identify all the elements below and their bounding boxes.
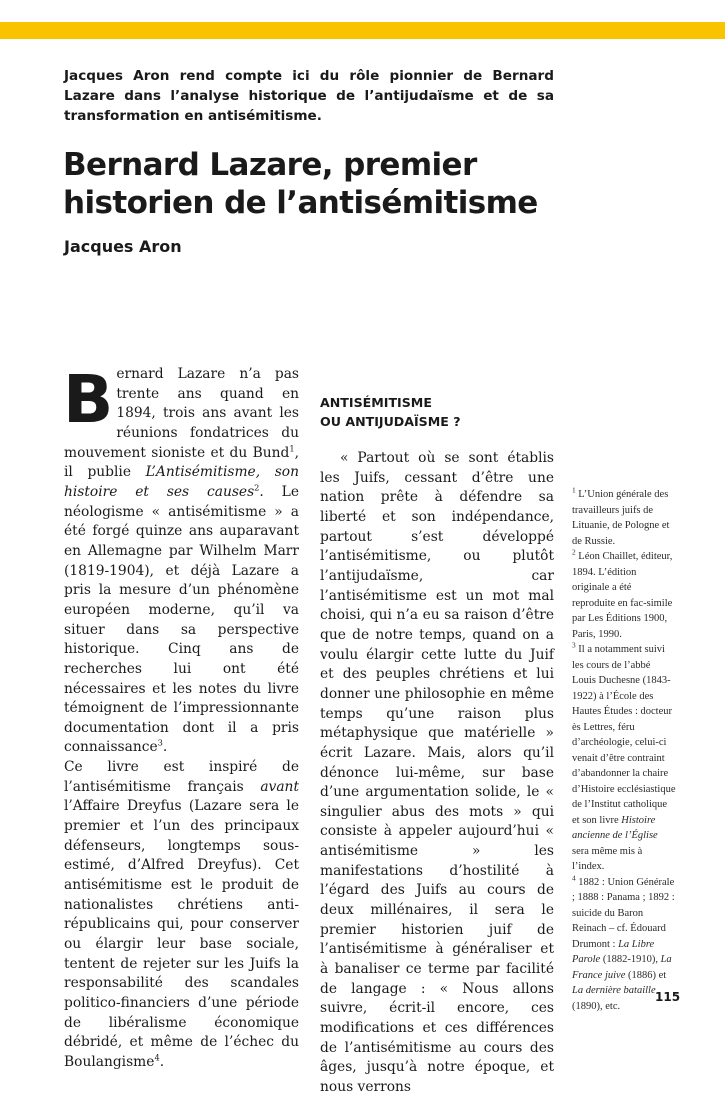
footnote-number: 2	[572, 547, 576, 557]
footnote-book-title: La dernière bataille	[572, 985, 656, 996]
footnote-ref-1: 1	[289, 443, 295, 454]
footnote-number: 1	[572, 485, 576, 495]
page-number: 115	[655, 990, 681, 1004]
footnote-book-title: La France juive	[572, 954, 672, 981]
footnote-text: (1886) et	[625, 969, 667, 981]
footnote-ref-4: 4	[154, 1052, 160, 1063]
drop-cap: B	[63, 361, 114, 438]
footnote-text: L’Union générale des travailleurs juifs de Lituanie, de Pologne et de Russie.	[572, 489, 670, 547]
book-title: L’Antisémitisme, son histoire et ses causes	[64, 464, 300, 500]
title-line-2: historien de l’antisémitisme	[63, 185, 538, 221]
body-text: ernard Lazare n’a pas trente ans quand en 1894, trois ans avant les réunions fondatrices du mouvement sioniste et du Bund	[64, 366, 299, 461]
footnote-text: (1890), etc.	[572, 1000, 621, 1012]
footnote-text: (1882-1910),	[600, 954, 661, 965]
footnote-2	[572, 549, 676, 642]
section-heading-line-1: ANTISÉMITISME	[320, 395, 432, 410]
footnote-number: 4	[572, 873, 576, 882]
footnote-1	[572, 487, 676, 549]
footnote-3	[572, 642, 676, 875]
footnote-text: sera même mis à l’index.	[572, 845, 643, 872]
article-title	[63, 146, 623, 222]
body-text: , il publie	[64, 444, 299, 481]
title-line-1: Bernard Lazare, premier	[63, 147, 477, 183]
footnote-book-title: La Libre Parole	[572, 938, 655, 965]
body-column-2	[320, 449, 554, 1098]
footnote-number: 3	[572, 640, 576, 650]
body-text: Ce livre est inspiré de l’antisémitisme français	[64, 759, 299, 795]
footnote-text: Il a notamment suivi les cours de l’abbé Louis Duchesne (1843-1922) à l’École des Hautes Études : docteur ès Lettres, féru d’archéologie, celui-ci venait d’être contraint d’abandonner la chaire d’Histoire ecclésiastique de l’Institut catholique et son livre	[572, 644, 676, 826]
section-heading-line-2: OU ANTIJUDAÏSME ?	[320, 414, 461, 429]
body-text: . Le néologisme « antisémitisme » a été forgé quinze ans auparavant en Allemagne par Wilhelm Marr (1819-1904), et déjà Lazare a pris la mesure d’un phénomène européen moderne, qu’il va situer dans sa perspective historique. Cinq ans de recherches lui ont été nécessaires et les notes du livre témoignent de l’impressionnante documentation dont il a pris connaissance	[64, 483, 299, 756]
author-name: Jacques Aron	[64, 237, 182, 256]
body-text: .	[159, 1053, 165, 1070]
footnote-ref-2: 2	[254, 482, 260, 493]
footnote-book-title: Histoire ancienne de l’Église	[572, 814, 658, 841]
footnote-ref-3: 3	[157, 737, 163, 748]
body-text: .	[162, 739, 168, 756]
body-paragraph	[63, 361, 300, 758]
section-heading	[320, 393, 461, 431]
footnote-text: Léon Chaillet, éditeur, 1894. L’édition originale a été reproduite en fac-simile par Les Éditions 1900, Paris, 1990.	[572, 551, 673, 640]
emphasis-text: avant	[260, 778, 299, 795]
lead-paragraph: Jacques Aron rend compte ici du rôle pionnier de Bernard Lazare dans l’analyse historique de l’antijudaïsme et de sa transformation en antisémitisme.	[64, 68, 554, 124]
body-column-1	[63, 361, 300, 1073]
body-paragraph: « Partout où se sont établis les Juifs, cessant d’être une nation prête à défendre sa liberté et son indépendance, partout s’est développé l’antisémitisme, ou plutôt l’antijudaïsme, car l’antisémitisme est un mot mal choisi, qui n’a eu sa raison d’être que de notre temps, quand on a voulu élargir cette lutte du Juif et des peuples chrétiens et lui donner une philosophie en même temps qu’une raison plus métaphysique que matérielle » écrit Lazare. Mais, alors qu’il dénonce lui-même, sur base d’une argumentation solide, le « singulier abus des mots » qui consiste à appeler aujourd’hui « antisémitisme » les manifestations d’hostilité à l’égard des Juifs au cours de deux millénaires, il sera le premier historien juif de l’antisémitisme à généraliser et à banaliser ce terme par facilité de langage : « Nous allons suivre, écrit-il encore, ces modifications et ces différences de l’antisémitisme au cours des âges, jusqu’à notre époque, et nous verrons	[320, 450, 554, 1095]
footnote-text: 1882 : Union Générale ; 1888 : Panama ; 1892 : suicide du Baron Reinach – cf. Édouard Drumont :	[572, 876, 675, 950]
body-text: l’Affaire Dreyfus (Lazare sera le premier et l’un des principaux défenseurs, longtemps sous-estimé, d’Alfred Dreyfus). Cet antisémitisme est le produit de nationalistes chrétiens anti-républicains qui, pour conserver ou élargir leur base sociale, tentent de rejeter sur les Juifs la responsabilité des scandales politico-financiers d’une période de libéralisme économique débridé, et même de l’échec du Boulangisme	[64, 798, 299, 1070]
footnotes-sidebar	[572, 487, 676, 1014]
accent-bar	[0, 22, 725, 39]
body-paragraph	[64, 758, 299, 1073]
